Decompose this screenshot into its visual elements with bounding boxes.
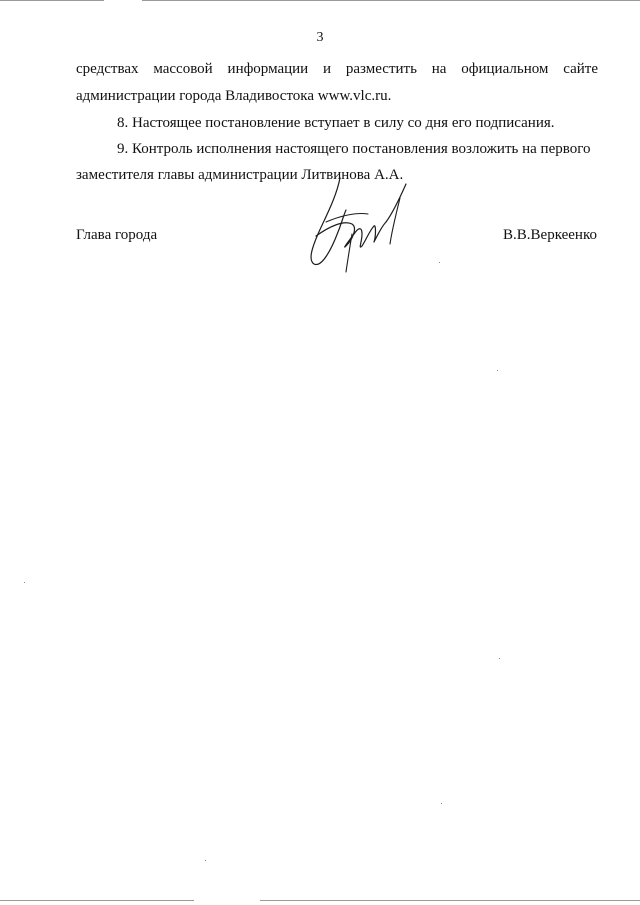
paragraph-8: 8. Настоящее постановление вступает в силу со дня его подписания. <box>117 115 555 131</box>
scan-edge-bottom-right <box>260 900 640 901</box>
scan-edge-top-left <box>0 0 104 1</box>
paragraph-9-line-2: заместителя главы администрации Литвинова А.А. <box>76 167 404 183</box>
scan-edge-bottom-left <box>0 900 194 901</box>
signatory-title: Глава города <box>76 227 158 243</box>
paragraph-line-1: средствах массовой информации и разместить на официальном сайте <box>76 61 598 77</box>
paragraph-9-line-1: 9. Контроль исполнения настоящего постановления возложить на первого <box>117 141 591 157</box>
scan-edge-top-right <box>142 0 640 1</box>
signatory-name: В.В.Веркеенко <box>503 227 597 243</box>
paragraph-line-2: администрации города Владивостока www.vlc.ru. <box>76 88 392 104</box>
scan-speck <box>497 370 498 371</box>
handwritten-signature <box>296 176 412 284</box>
page-number: 3 <box>316 30 324 45</box>
scan-speck <box>441 803 442 804</box>
scan-speck <box>205 860 206 861</box>
scan-speck <box>499 658 500 659</box>
scan-speck <box>24 582 25 583</box>
scan-speck <box>439 262 440 263</box>
